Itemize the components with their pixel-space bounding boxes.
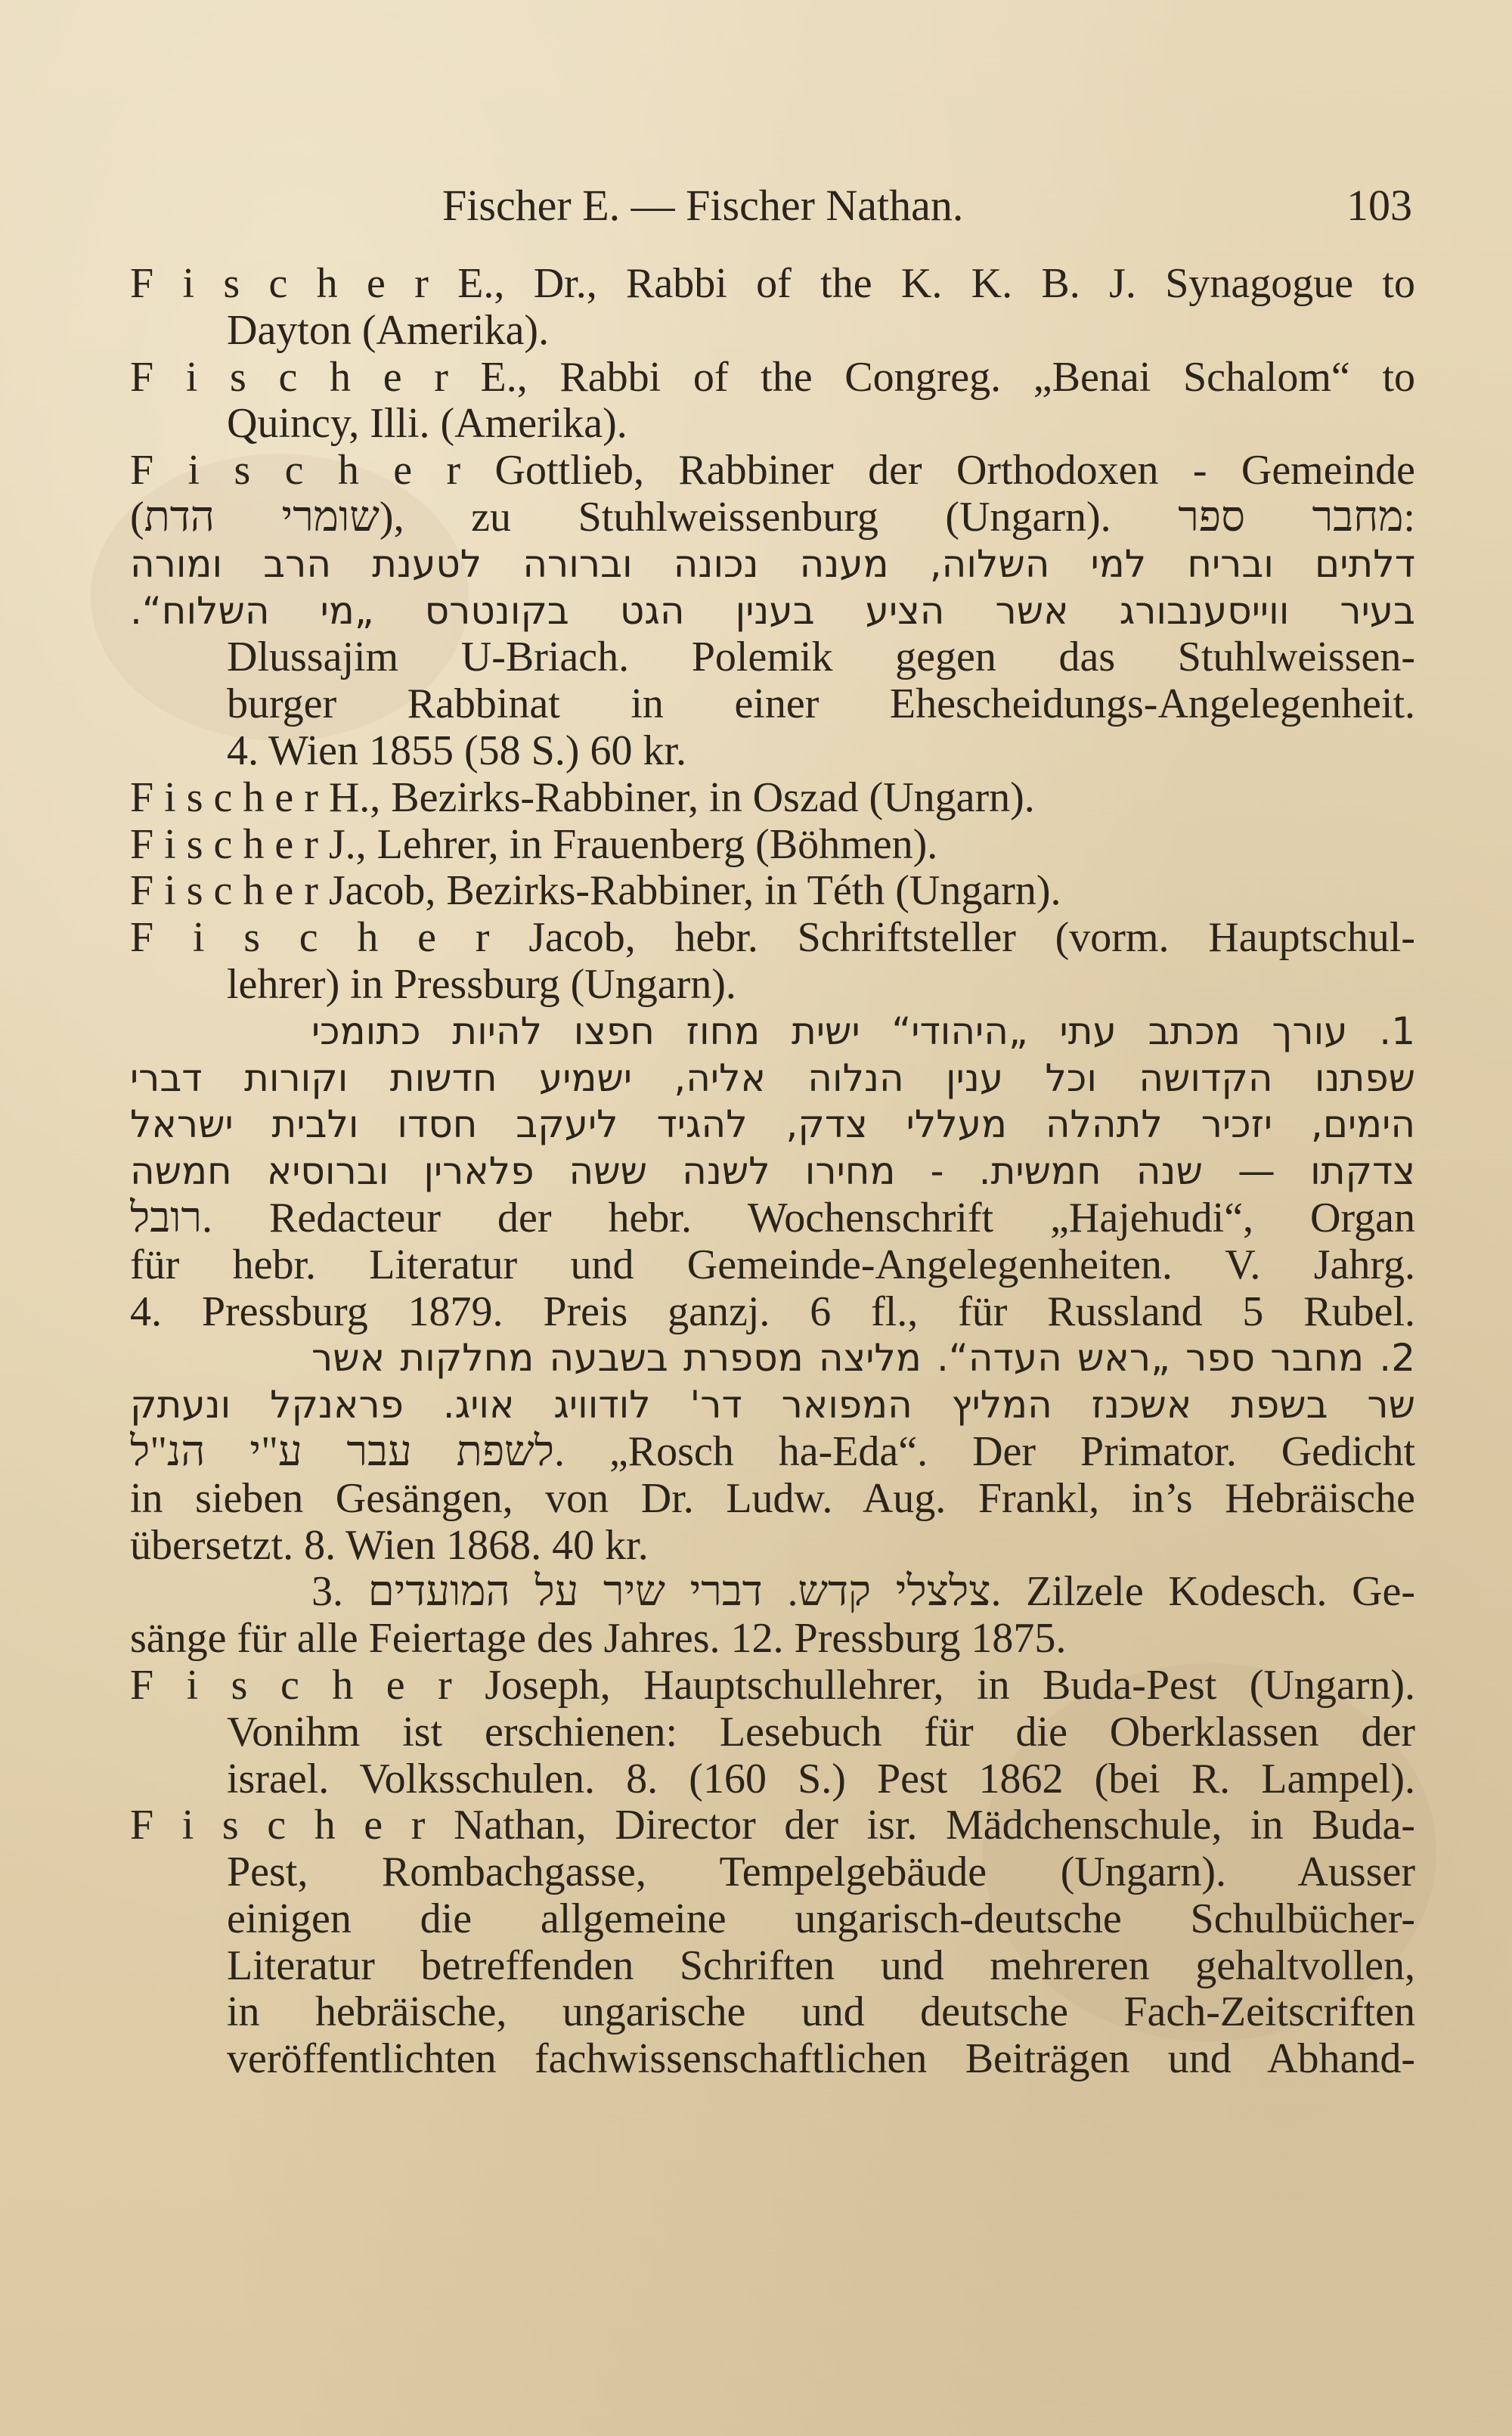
text-line: בעיר ווייסענבורג אשר הציע בענין הגט בקונטרס „מי השלוח“. xyxy=(130,588,1415,633)
text-line: übersetzt. 8. Wien 1868. 40 kr. xyxy=(130,1522,649,1569)
running-head: Fischer E. — Fischer Nathan. xyxy=(442,181,964,230)
text-line: F i s c h e r Nathan, Director der isr. Mädchenschule, in Buda- xyxy=(130,1802,1415,1849)
text-line: Pest, Rombachgasse, Tempelgebäude (Ungarn). Ausser xyxy=(227,1849,1415,1896)
page-header xyxy=(0,175,1512,236)
text-line: F i s c h e r Jacob, hebr. Schriftsteller (vorm. Hauptschul- xyxy=(130,915,1415,962)
text-line: Literatur betreffenden Schriften und mehreren gehaltvollen, xyxy=(227,1942,1415,1989)
text-line: israel. Volksschulen. 8. (160 S.) Pest 1862 (bei R. Lampel). xyxy=(227,1756,1415,1802)
text-line: 1. עורך מכתב עתי „היהודי“ ישית מחוז חפצו להיות כתומכי xyxy=(311,1009,1415,1053)
text-line: רובל. Redacteur der hebr. Wochenschrift „Hajehudi“, Organ xyxy=(130,1195,1415,1241)
text-line: burger Rabbinat in einer Ehescheidungs-Angelegenheit. xyxy=(227,681,1415,728)
text-line: צדקתו — שנה חמשית. - מחירו לשנה ששה פלארין וברוסיא חמשה xyxy=(130,1149,1415,1194)
text-line: Quincy, Illi. (Amerika). xyxy=(227,401,627,448)
text-line: Dayton (Amerika). xyxy=(227,307,550,354)
text-line: einigen die allgemeine ungarisch-deutsche Schulbücher- xyxy=(227,1895,1415,1942)
text-line: in sieben Gesängen, von Dr. Ludw. Aug. Frankl, in’s Hebräische xyxy=(130,1475,1415,1522)
text-line: (שומרי הדת), zu Stuhlweissenburg (Ungarn). מחבר ספר: xyxy=(130,494,1415,541)
text-line: F i s c h e r E., Rabbi of the Congreg. „Benai Schalom“ to xyxy=(130,354,1415,401)
text-line: Dlussajim U-Briach. Polemik gegen das Stuhlweissen- xyxy=(227,634,1415,681)
text-line: F i s c h e r J., Lehrer, in Frauenberg (Böhmen). xyxy=(130,821,938,868)
text-line: F i s c h e r E., Dr., Rabbi of the K. K. B. J. Synagogue to xyxy=(130,261,1415,307)
text-line: 2. מחבר ספר „ראש העדה“. מליצה מספרת בשבעה מחלקות אשר xyxy=(311,1336,1415,1381)
text-line: שר בשפת אשכנז המליץ המפואר דר' לודוויג אויג. פראנקל ונעתק xyxy=(130,1383,1415,1427)
text-line: לשפת עבר ע"י הנ"ל. „Rosch ha-Eda“. Der Primator. Gedicht xyxy=(130,1428,1415,1475)
text-line: lehrer) in Pressburg (Ungarn). xyxy=(227,961,736,1008)
text-line: veröffentlichten fachwissenschaftlichen Beiträgen und Abhand- xyxy=(227,2036,1415,2083)
text-line: F i s c h e r Joseph, Hauptschullehrer, in Buda-Pest (Ungarn). xyxy=(130,1662,1415,1709)
text-line: Vonihm ist erschienen: Lesebuch für die Oberklassen der xyxy=(227,1709,1415,1756)
page-number: 103 xyxy=(1346,181,1412,230)
text-line: הימים, יזכיר לתהלה מעללי צדק, להגיד ליעקב חסדו ולבית ישראל xyxy=(130,1102,1415,1147)
text-line: דלתים ובריח למי השלוה, מענה נכונה וברורה לטענת הרב ומורה xyxy=(130,541,1415,586)
text-line: F i s c h e r Jacob, Bezirks-Rabbiner, in Téth (Ungarn). xyxy=(130,868,1061,915)
text-line: 3. צלצלי קדש. דברי שיר על המועדים. Zilzele Kodesch. Ge- xyxy=(311,1569,1415,1616)
text-line: F i s c h e r H., Bezirks-Rabbiner, in Oszad (Ungarn). xyxy=(130,774,1035,821)
text-line: שפתנו הקדושה וכל ענין הנלוה אליה, ישמיע חדשות וקורות דברי xyxy=(130,1055,1415,1100)
text-line: 4. Pressburg 1879. Preis ganzj. 6 fl., für Russland 5 Rubel. xyxy=(130,1288,1415,1335)
text-line: sänge für alle Feiertage des Jahres. 12. Pressburg 1875. xyxy=(130,1616,1067,1663)
text-body xyxy=(130,261,1415,2083)
text-line: in hebräische, ungarische und deutsche Fach-Zeitscriften xyxy=(227,1989,1415,2036)
text-line: für hebr. Literatur und Gemeinde-Angelegenheiten. V. Jahrg. xyxy=(130,1241,1415,1288)
text-line: F i s c h e r Gottlieb, Rabbiner der Orthodoxen - Gemeinde xyxy=(130,448,1415,494)
text-line: 4. Wien 1855 (58 S.) 60 kr. xyxy=(227,727,687,774)
